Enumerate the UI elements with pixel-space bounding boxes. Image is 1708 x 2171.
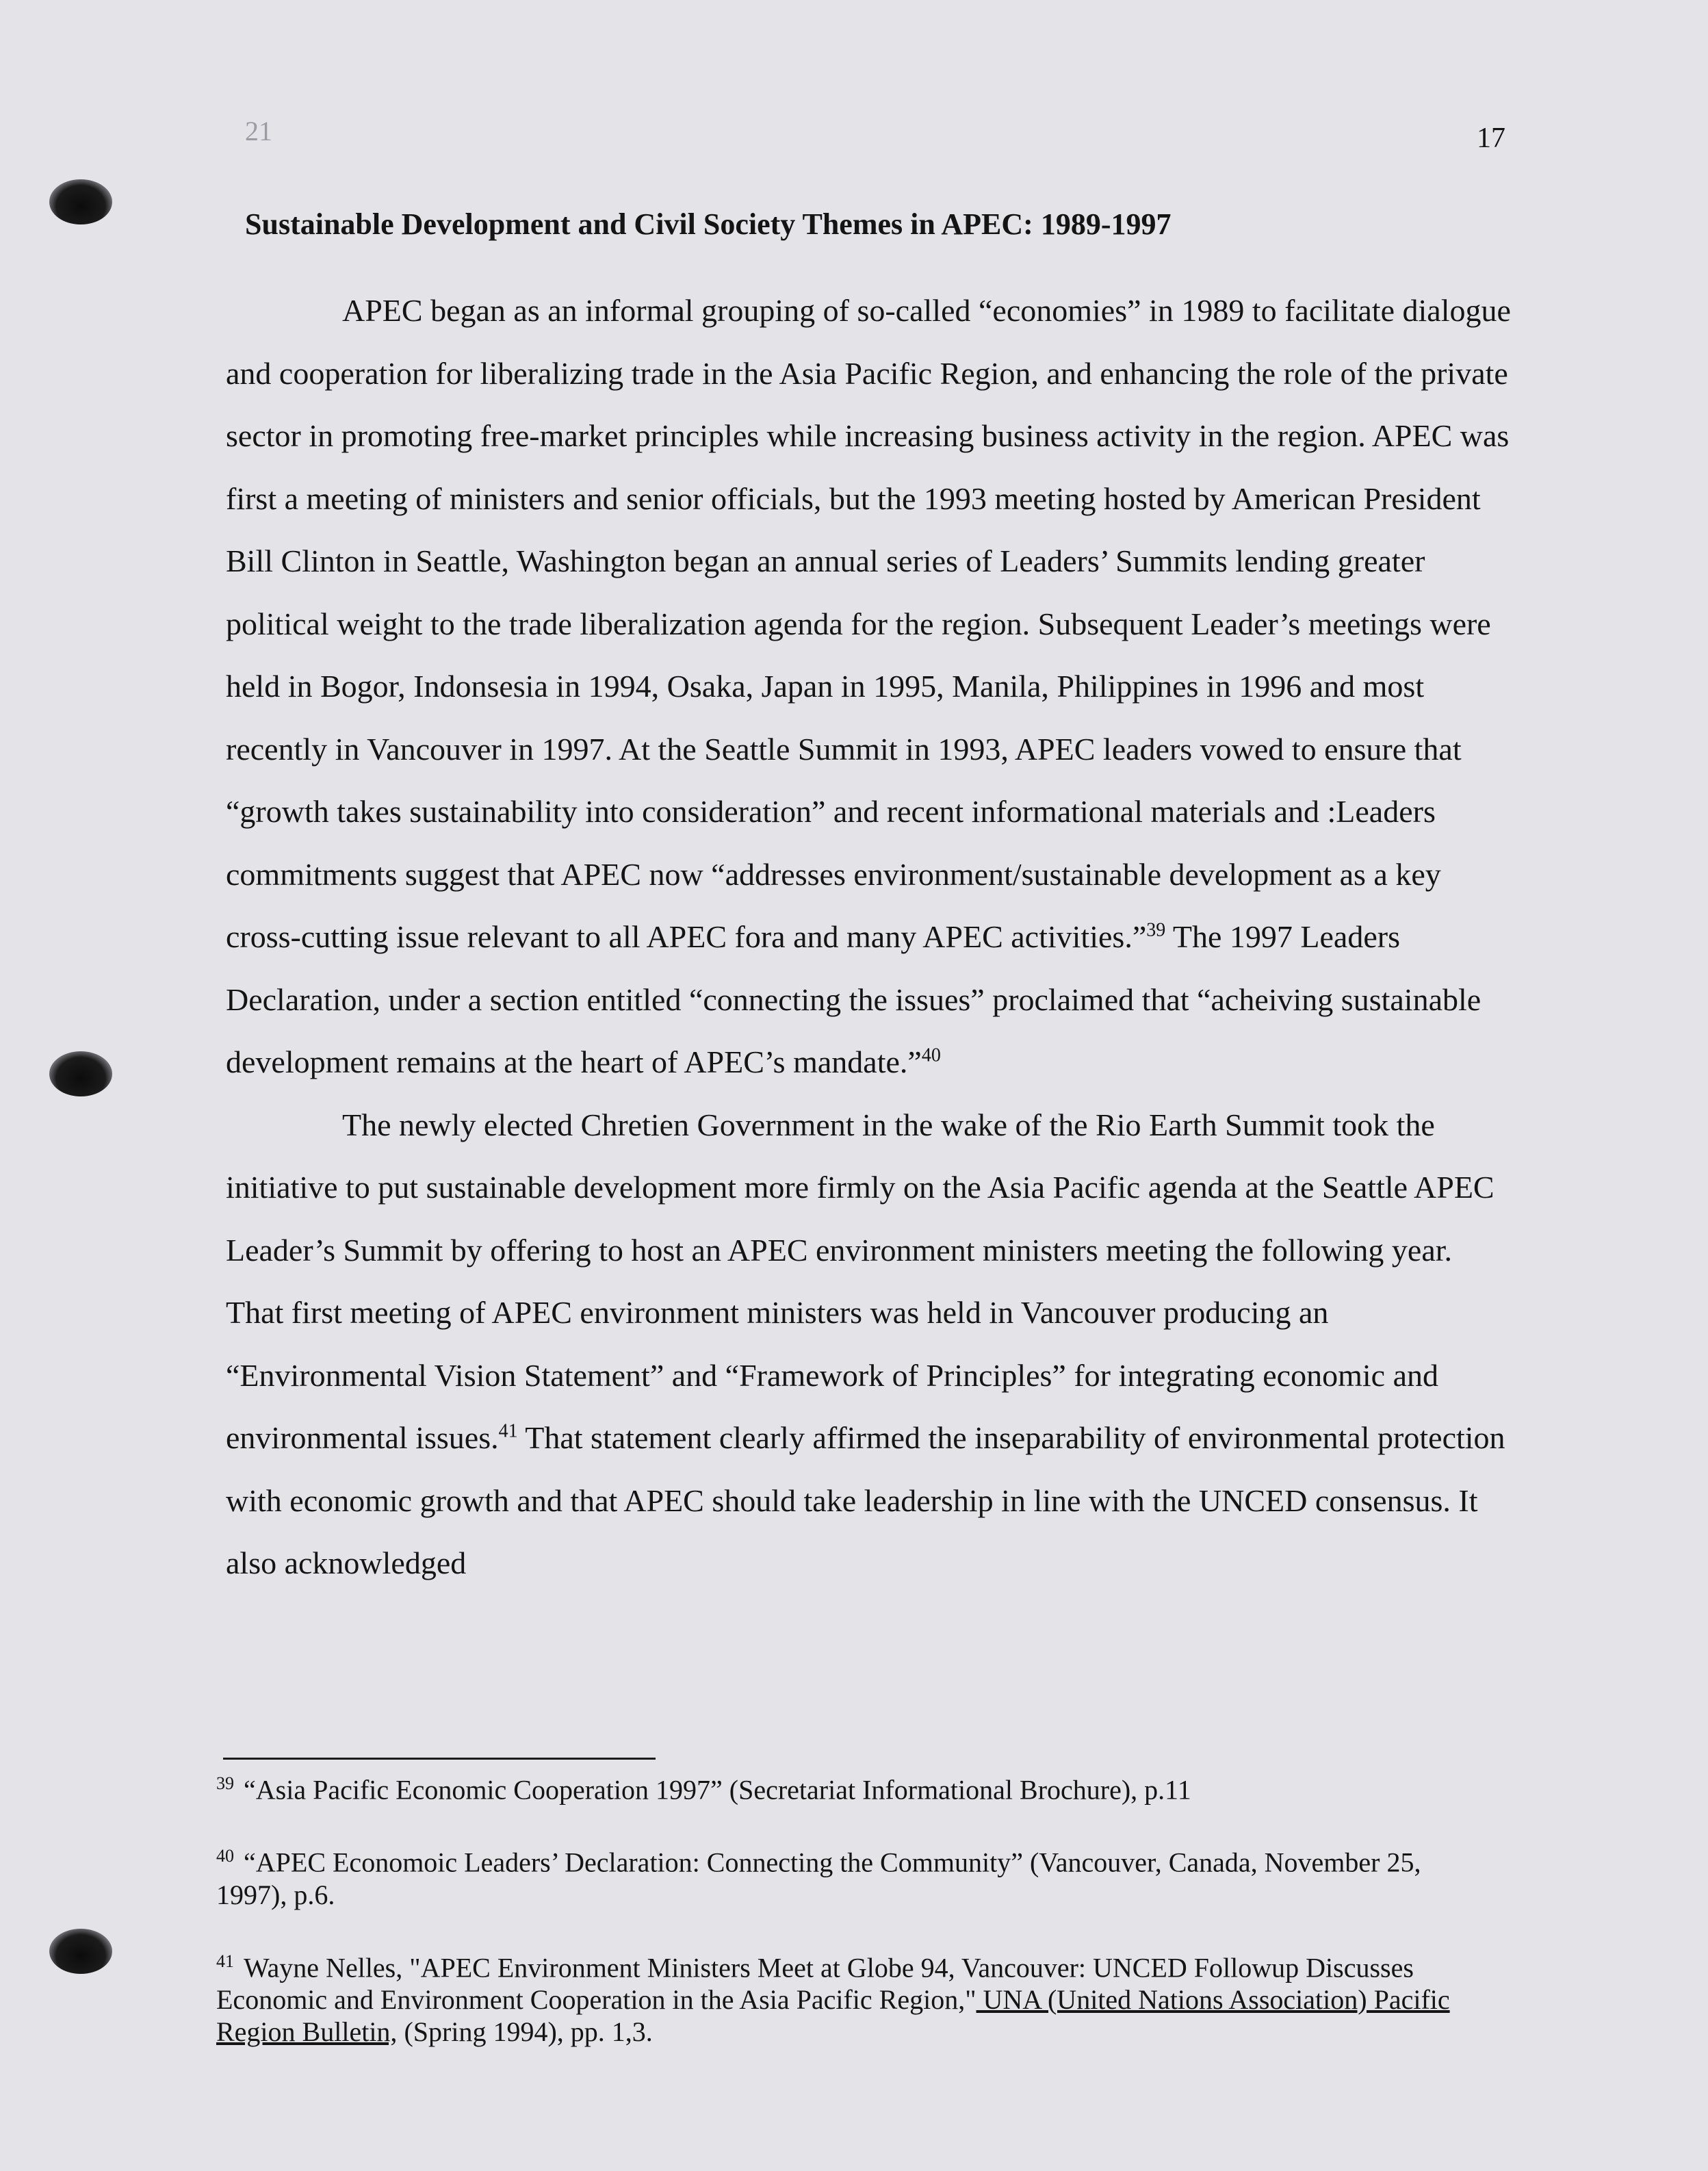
footnotes xyxy=(216,1767,1468,2082)
footnote-number: 41 xyxy=(216,1951,234,1971)
punch-hole xyxy=(49,1051,112,1096)
footnote-ref: 41 xyxy=(498,1420,518,1442)
paragraph-text: APEC began as an informal grouping of so-called “economies” in 1989 to facilitate dialogue and cooperation for liberalizing trade in the Asia Pacific Region, and enhancing the role of the private sector in promoting free-market principles while increasing business activity in the region. APEC was first a meeting of ministers and senior officials, but the 1993 meeting hosted by American President Bill Clinton in Seattle, Washington began an annual series of Leaders’ Summits lending greater political weight to the trade liberalization agenda for the region. Subsequent Leader’s meetings were held in Bogor, Indonsesia in 1994, Osaka, Japan in 1995, Manila, Philippines in 1996 and most recently in Vancouver in 1997. At the Seattle Summit in 1993, APEC leaders vowed to ensure that “growth takes sustainability into consideration” and recent informational materials and :Leaders commitments suggest that APEC now “addresses environment/sustainable development as a key cross-cutting issue relevant to all APEC fora and many APEC activities.” xyxy=(226,293,1511,954)
footnote-number: 40 xyxy=(216,1846,234,1866)
footnote-ref: 39 xyxy=(1146,919,1166,941)
paragraph xyxy=(226,1094,1512,1595)
footnote xyxy=(216,1767,1468,1806)
paragraph-text: The newly elected Chretien Government in the wake of the Rio Earth Summit took the initiative to put sustainable development more firmly on the Asia Pacific agenda at the Seattle APEC Leader’s Summit by offering to host an APEC environment ministers meeting the following year. That first meeting of APEC environment ministers was held in Vancouver producing an “Environmental Vision Statement” and “Framework of Principles” for integrating economic and environmental issues. xyxy=(226,1107,1494,1455)
paragraph-text: The 1997 Leaders Declaration, under a section entitled “connecting the issues” proclaimed that “acheiving sustainable development remains at the heart of APEC’s mandate.” xyxy=(226,919,1481,1079)
section-title: Sustainable Development and Civil Society Themes in APEC: 1989-1997 xyxy=(245,207,1172,241)
footnote-text: “APEC Economoic Leaders’ Declaration: Connecting the Community” (Vancouver, Canada, November 25, 1997), p.6. xyxy=(216,1847,1421,1910)
punch-hole xyxy=(49,1929,112,1974)
paragraph xyxy=(226,279,1512,1094)
footnote-text: Wayne Nelles, "APEC Environment Ministers Meet at Globe 94, Vancouver: UNCED Followup Discusses Economic and Environment Cooperation in the Asia Pacific Region," xyxy=(216,1951,1414,2015)
body-text xyxy=(226,279,1512,1595)
footnote-number: 39 xyxy=(216,1773,234,1793)
footnote xyxy=(216,1945,1468,2048)
footnote-text: (Spring 1994), pp. 1,3. xyxy=(397,2016,653,2047)
footnote-text: “Asia Pacific Economic Cooperation 1997” (Secretariat Informational Brochure), p.11 xyxy=(244,1774,1191,1806)
paragraph-text: That statement clearly affirmed the inseparability of environmental protection with economic growth and that APEC should take leadership in line with the UNCED consensus. It also acknowledged xyxy=(226,1420,1505,1580)
footnote xyxy=(216,1840,1468,1910)
punch-hole xyxy=(49,179,112,224)
footnote-separator xyxy=(223,1758,656,1760)
footnote-ref: 40 xyxy=(921,1044,941,1066)
page-number: 17 xyxy=(1477,123,1505,154)
publication-title: UNA (United Nations Association) Pacific Region Bulletin, xyxy=(216,1983,1450,2047)
bleed-through-mark: 21 xyxy=(245,116,272,146)
